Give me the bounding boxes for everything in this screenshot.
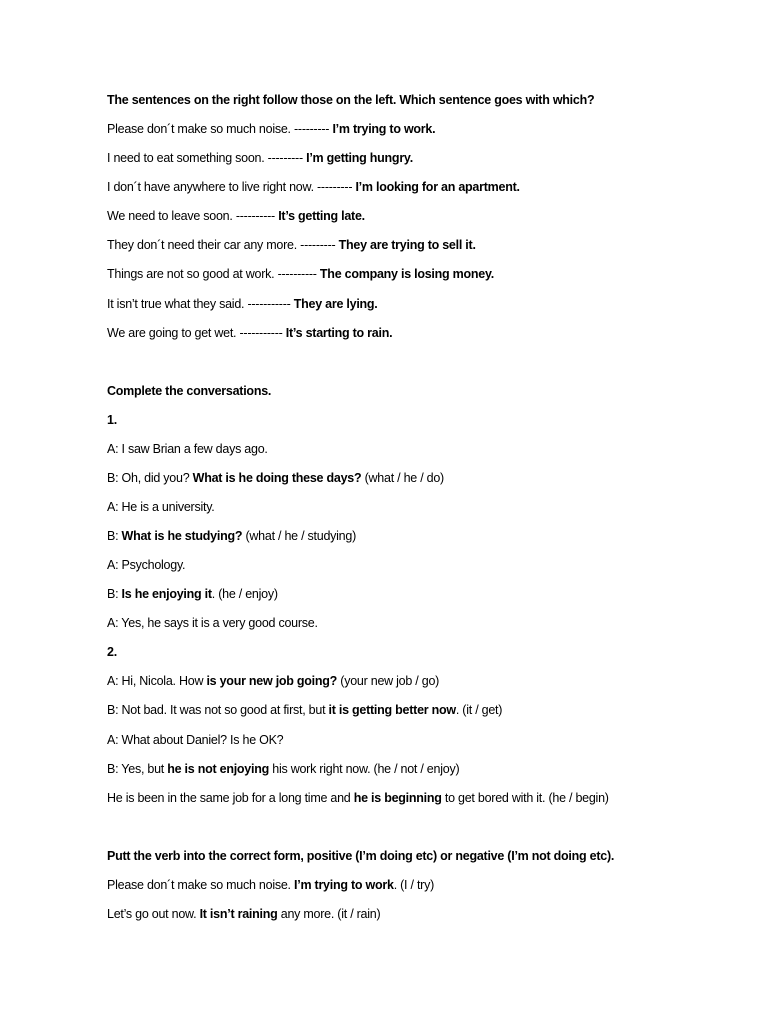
dialogue-line: B: Yes, but he is not enjoying his work right now. (he / not / enjoy) [107,762,460,776]
dialogue-line: A: Psychology. [107,558,186,572]
match-item: They don´t need their car any more. --------- They are trying to sell it. [107,238,476,252]
match-item: We need to leave soon. ---------- It’s getting late. [107,209,365,223]
dialogue-line: A: He is a university. [107,500,215,514]
match-item: Please don´t make so much noise. --------- I’m trying to work. [107,122,436,136]
section2-heading: Complete the conversations. [107,384,272,398]
match-item: I don´t have anywhere to live right now. --------- I’m looking for an apartment. [107,180,520,194]
dialogue-line: A: Hi, Nicola. How is your new job going? (your new job / go) [107,674,440,688]
conversation-number: 2. [107,645,117,659]
dialogue-line: B: Not bad. It was not so good at first, but it is getting better now. (it / get) [107,703,503,717]
dialogue-line: He is been in the same job for a long time and he is beginning to get bored with it. (he / begin) [107,791,609,805]
match-item: It isn’t true what they said. ----------- They are lying. [107,297,378,311]
match-item: I need to eat something soon. --------- I’m getting hungry. [107,151,413,165]
dialogue-line: A: I saw Brian a few days ago. [107,442,268,456]
exercise-line: Let’s go out now. It isn’t raining any more. (it / rain) [107,907,381,921]
section3-heading: Putt the verb into the correct form, positive (I’m doing etc) or negative (I’m not doing etc). [107,849,615,863]
dialogue-line: A: What about Daniel? Is he OK? [107,733,284,747]
section1-heading: The sentences on the right follow those on the left. Which sentence goes with which? [107,93,595,107]
conversation-number: 1. [107,413,117,427]
exercise-line: Please don´t make so much noise. I’m trying to work. (I / try) [107,878,434,892]
match-item: We are going to get wet. ----------- It’s starting to rain. [107,326,393,340]
dialogue-line: B: Is he enjoying it. (he / enjoy) [107,587,278,601]
dialogue-line: A: Yes, he says it is a very good course. [107,616,318,630]
dialogue-line: B: Oh, did you? What is he doing these days? (what / he / do) [107,471,444,485]
match-item: Things are not so good at work. ---------- The company is losing money. [107,267,494,281]
dialogue-line: B: What is he studying? (what / he / studying) [107,529,357,543]
